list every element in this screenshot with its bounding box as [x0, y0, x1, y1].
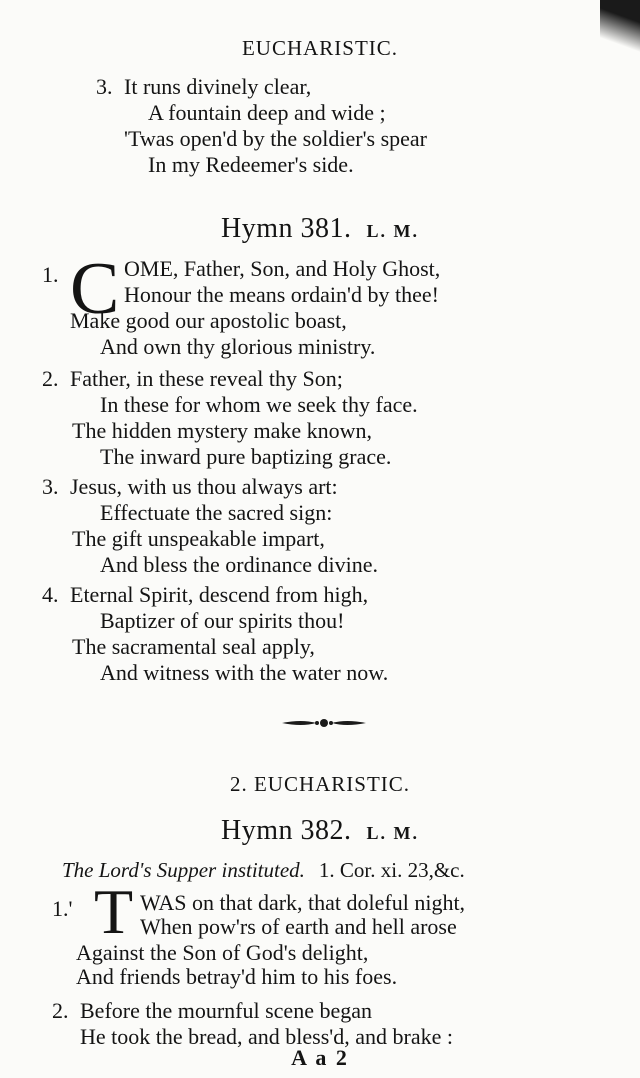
section-heading: 2. EUCHARISTIC.	[229, 772, 411, 796]
hymn-381-verse-4-line-1: 4. Eternal Spirit, descend from high,	[42, 582, 369, 607]
hymn-381-verse-1-line-4: And own thy glorious ministry.	[100, 334, 376, 359]
hymn-382-subtitle-text: The Lord's Supper instituted.	[62, 858, 305, 882]
hymn-381-verse-3-line-4: And bless the ordinance divine.	[100, 552, 378, 577]
hymn-382-dropcap: T	[94, 876, 134, 947]
prev-verse-line-3: 'Twas open'd by the soldier's spear	[124, 126, 428, 151]
verse-number: 2.	[42, 366, 59, 391]
hymn-382-verse-1-line-3: Against the Son of God's delight,	[76, 940, 369, 965]
hymn-381-verse-3-line-2: Effectuate the sacred sign:	[100, 500, 333, 525]
hymn-381-verse-1-line-2: Honour the means ordain'd by thee!	[124, 282, 439, 307]
hymn-382-verse-1-number: 1.'	[52, 896, 73, 921]
verse-number: 3.	[42, 474, 59, 499]
hymn-381-verse-2-line-1: 2. Father, in these reveal thy Son;	[42, 366, 343, 391]
hymn-381-verse-4-line-4: And witness with the water now.	[100, 660, 389, 685]
hymn-381-verse-3-line-1: 3. Jesus, with us thou always art:	[42, 474, 338, 499]
scripture-reference: 1. Cor. xi. 23,&c.	[318, 858, 465, 882]
hymn-381-verse-1-line-1: OME, Father, Son, and Holy Ghost,	[124, 256, 441, 281]
hymn-381-verse-2-line-3: The hidden mystery make known,	[72, 418, 372, 443]
hymn-381-verse-3-line-3: The gift unspeakable impart,	[72, 526, 325, 551]
hymn-382-verse-2-line-2: He took the bread, and bless'd, and brake :	[80, 1024, 453, 1049]
prev-verse-line-2: A fountain deep and wide ;	[148, 100, 386, 125]
hymn-382-verse-1-line-2: When pow'rs of earth and hell arose	[140, 914, 457, 939]
hymn-381-verse-4-line-2: Baptizer of our spirits thou!	[100, 608, 345, 633]
ornament-divider-icon	[282, 717, 366, 729]
hymn-382-meter: L. M.	[366, 823, 419, 843]
opening-quote: '	[68, 896, 73, 921]
hymn-382-title: Hymn 382. L. M.	[221, 815, 419, 846]
hymn-381-verse-4-line-3: The sacramental seal apply,	[72, 634, 315, 659]
hymn-382-verse-1-line-4: And friends betray'd him to his foes.	[76, 964, 398, 989]
prev-verse-line-1: 3. It runs divinely clear,	[96, 74, 312, 99]
hymn-382-verse-2-line-1: 2. Before the mournful scene began	[52, 998, 372, 1023]
hymn-381-verse-1-line-3: Make good our apostolic boast,	[70, 308, 347, 333]
hymn-381-verse-1-number: 1.	[42, 262, 59, 287]
verse-number: 3.	[96, 74, 113, 99]
hymn-381-meter: L. M.	[366, 221, 419, 241]
hymn-381-dropcap: C	[70, 248, 120, 330]
running-head: EUCHARISTIC.	[241, 36, 399, 60]
verse-number: 2.	[52, 998, 69, 1023]
hymn-381-verse-2-line-2: In these for whom we seek thy face.	[100, 392, 418, 417]
signature-mark: A a 2	[291, 1045, 349, 1070]
verse-number: 4.	[42, 582, 59, 607]
hymn-381-title: Hymn 381. L. M.	[221, 213, 419, 244]
hymn-381-verse-2-line-4: The inward pure baptizing grace.	[100, 444, 392, 469]
hymn-382-verse-1-line-1: WAS on that dark, that doleful night,	[140, 890, 466, 915]
prev-verse-line-4: In my Redeemer's side.	[148, 152, 354, 177]
